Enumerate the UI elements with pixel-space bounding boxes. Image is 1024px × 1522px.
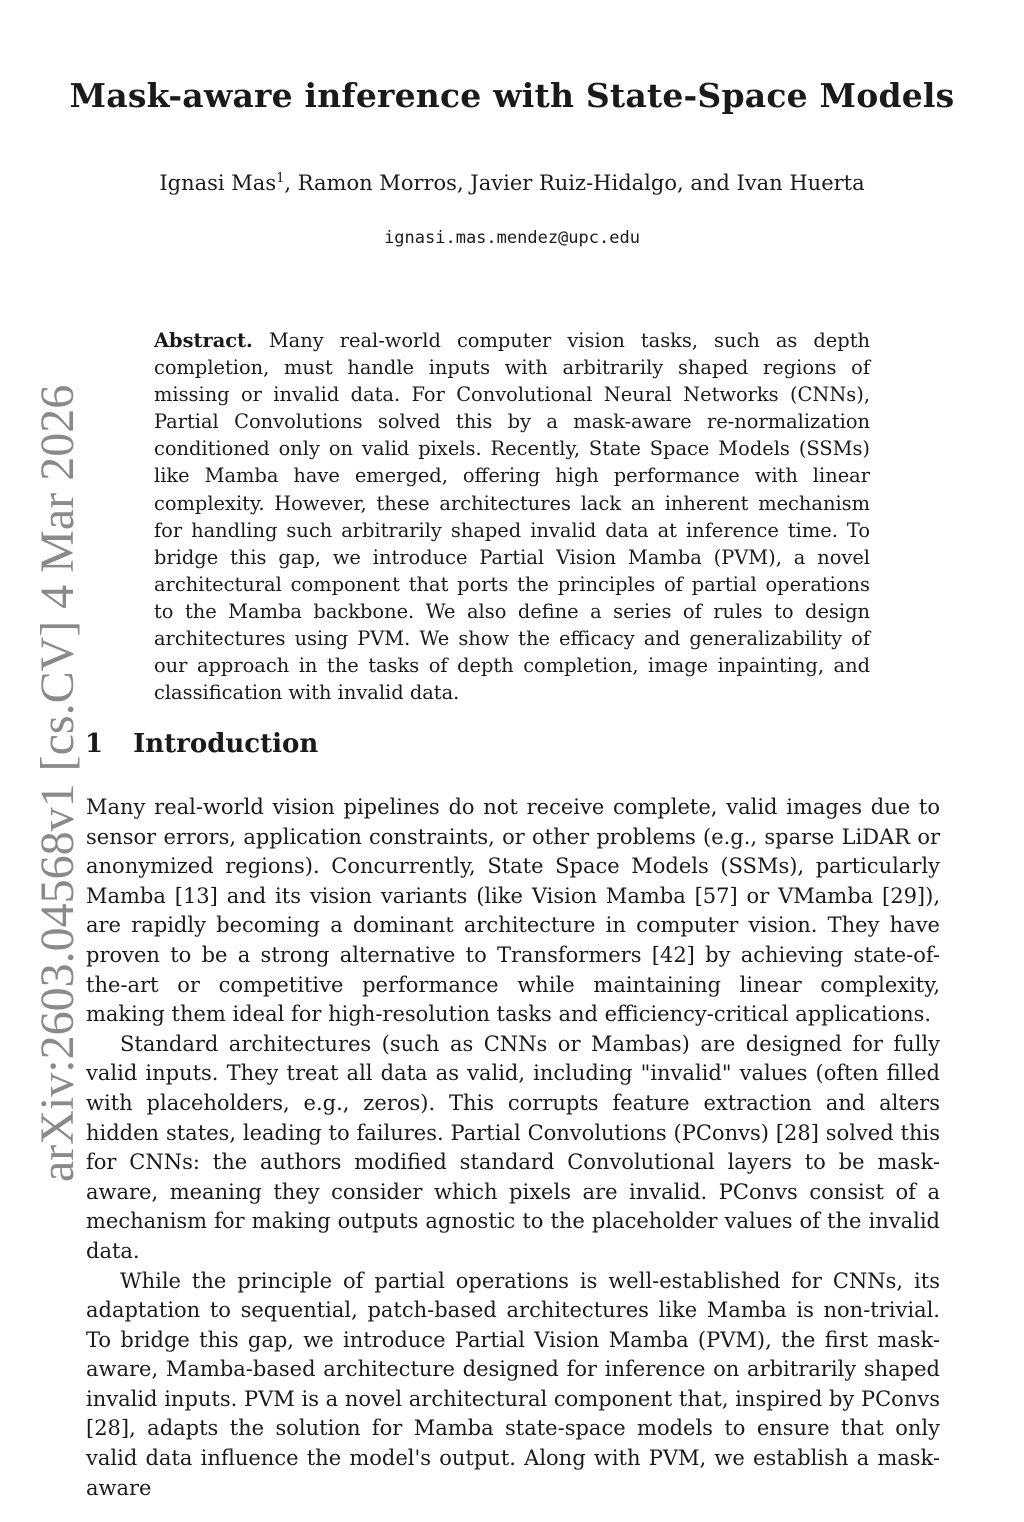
abstract-text: Many real-world computer vision tasks, such as depth completion, must handle inputs with arbitrarily shaped regions of missing or invalid data. For Convolutional Neural Networks (CNNs), Partial Convolutions solved this by a mask-aware re-normalization conditioned only on valid pixels. Recently, State Space Models (SSMs) like Mamba have emerged, offering high performance with linear complexity. However, these architectures lack an inherent mechanism for handling such arbitrarily shaped invalid data at inference time. To bridge this gap, we introduce Partial Vision Mamba (PVM), a novel architectural component that ports the principles of partial operations to the Mamba backbone. We also define a series of rules to design architectures using PVM. We show the efficacy and generalizability of our approach in the tasks of depth completion, image inpainting, and classification with invalid data. [154,329,870,705]
abstract [154,327,870,706]
author-email: ignasi.mas.mendez@upc.edu [384,228,640,248]
first-author: Ignasi Mas [159,171,277,195]
abstract-label: Abstract. [154,329,253,352]
body-paragraph: Many real-world vision pipelines do not receive complete, valid images due to sensor errors, application constraints, or other problems (e.g., sparse LiDAR or anonymized regions). Concurrently, State Space Models (SSMs), particularly Mamba [13] and its vision variants (like Vision Mamba [57] or VMamba [29]), are rapidly becoming a dominant architecture in computer vision. They have proven to be a strong alternative to Transformers [42] by achieving state-of-the-art or competitive performance while maintaining linear complexity, making them ideal for high-resolution tasks and efficiency-critical applications. [86,795,940,1027]
section-heading [85,729,318,759]
author-list [0,171,1024,195]
section-body [86,793,940,1503]
arxiv-identifier-stamp: arXiv:2603.04568v1 [cs.CV] 4 Mar 2026 [31,384,84,1182]
affiliation-mark: 1 [276,171,285,186]
section-number: 1 [85,729,104,759]
other-authors: , Ramon Morros, Javier Ruiz-Hidalgo, and Ivan Huerta [284,171,865,195]
body-paragraph: While the principle of partial operations is well-established for CNNs, its adaptation to sequential, patch-based architectures like Mamba is non-trivial. To bridge this gap, we introduce Partial Vision Mamba (PVM), the first mask-aware, Mamba-based architecture designed for inference on arbitrarily shaped invalid inputs. PVM is a novel architectural component that, inspired by PConvs [28], adapts the solution for Mamba state-space models to ensure that only valid data influence the model's output. Along with PVM, we establish a mask-aware [86,1268,940,1500]
body-paragraph: Standard architectures (such as CNNs or Mambas) are designed for fully valid inputs. They treat all data as valid, including "invalid" values (often filled with placeholders, e.g., zeros). This corrupts feature extraction and alters hidden states, leading to failures. Partial Convolutions (PConvs) [28] solved this for CNNs: the authors modified standard Convolutional layers to be mask-aware, meaning they consider which pixels are invalid. PConvs consist of a mechanism for making outputs agnostic to the placeholder values of the invalid data. [86,1031,940,1263]
paper-title: Mask-aware inference with State-Space Models [69,76,955,115]
section-title: Introduction [133,729,319,759]
